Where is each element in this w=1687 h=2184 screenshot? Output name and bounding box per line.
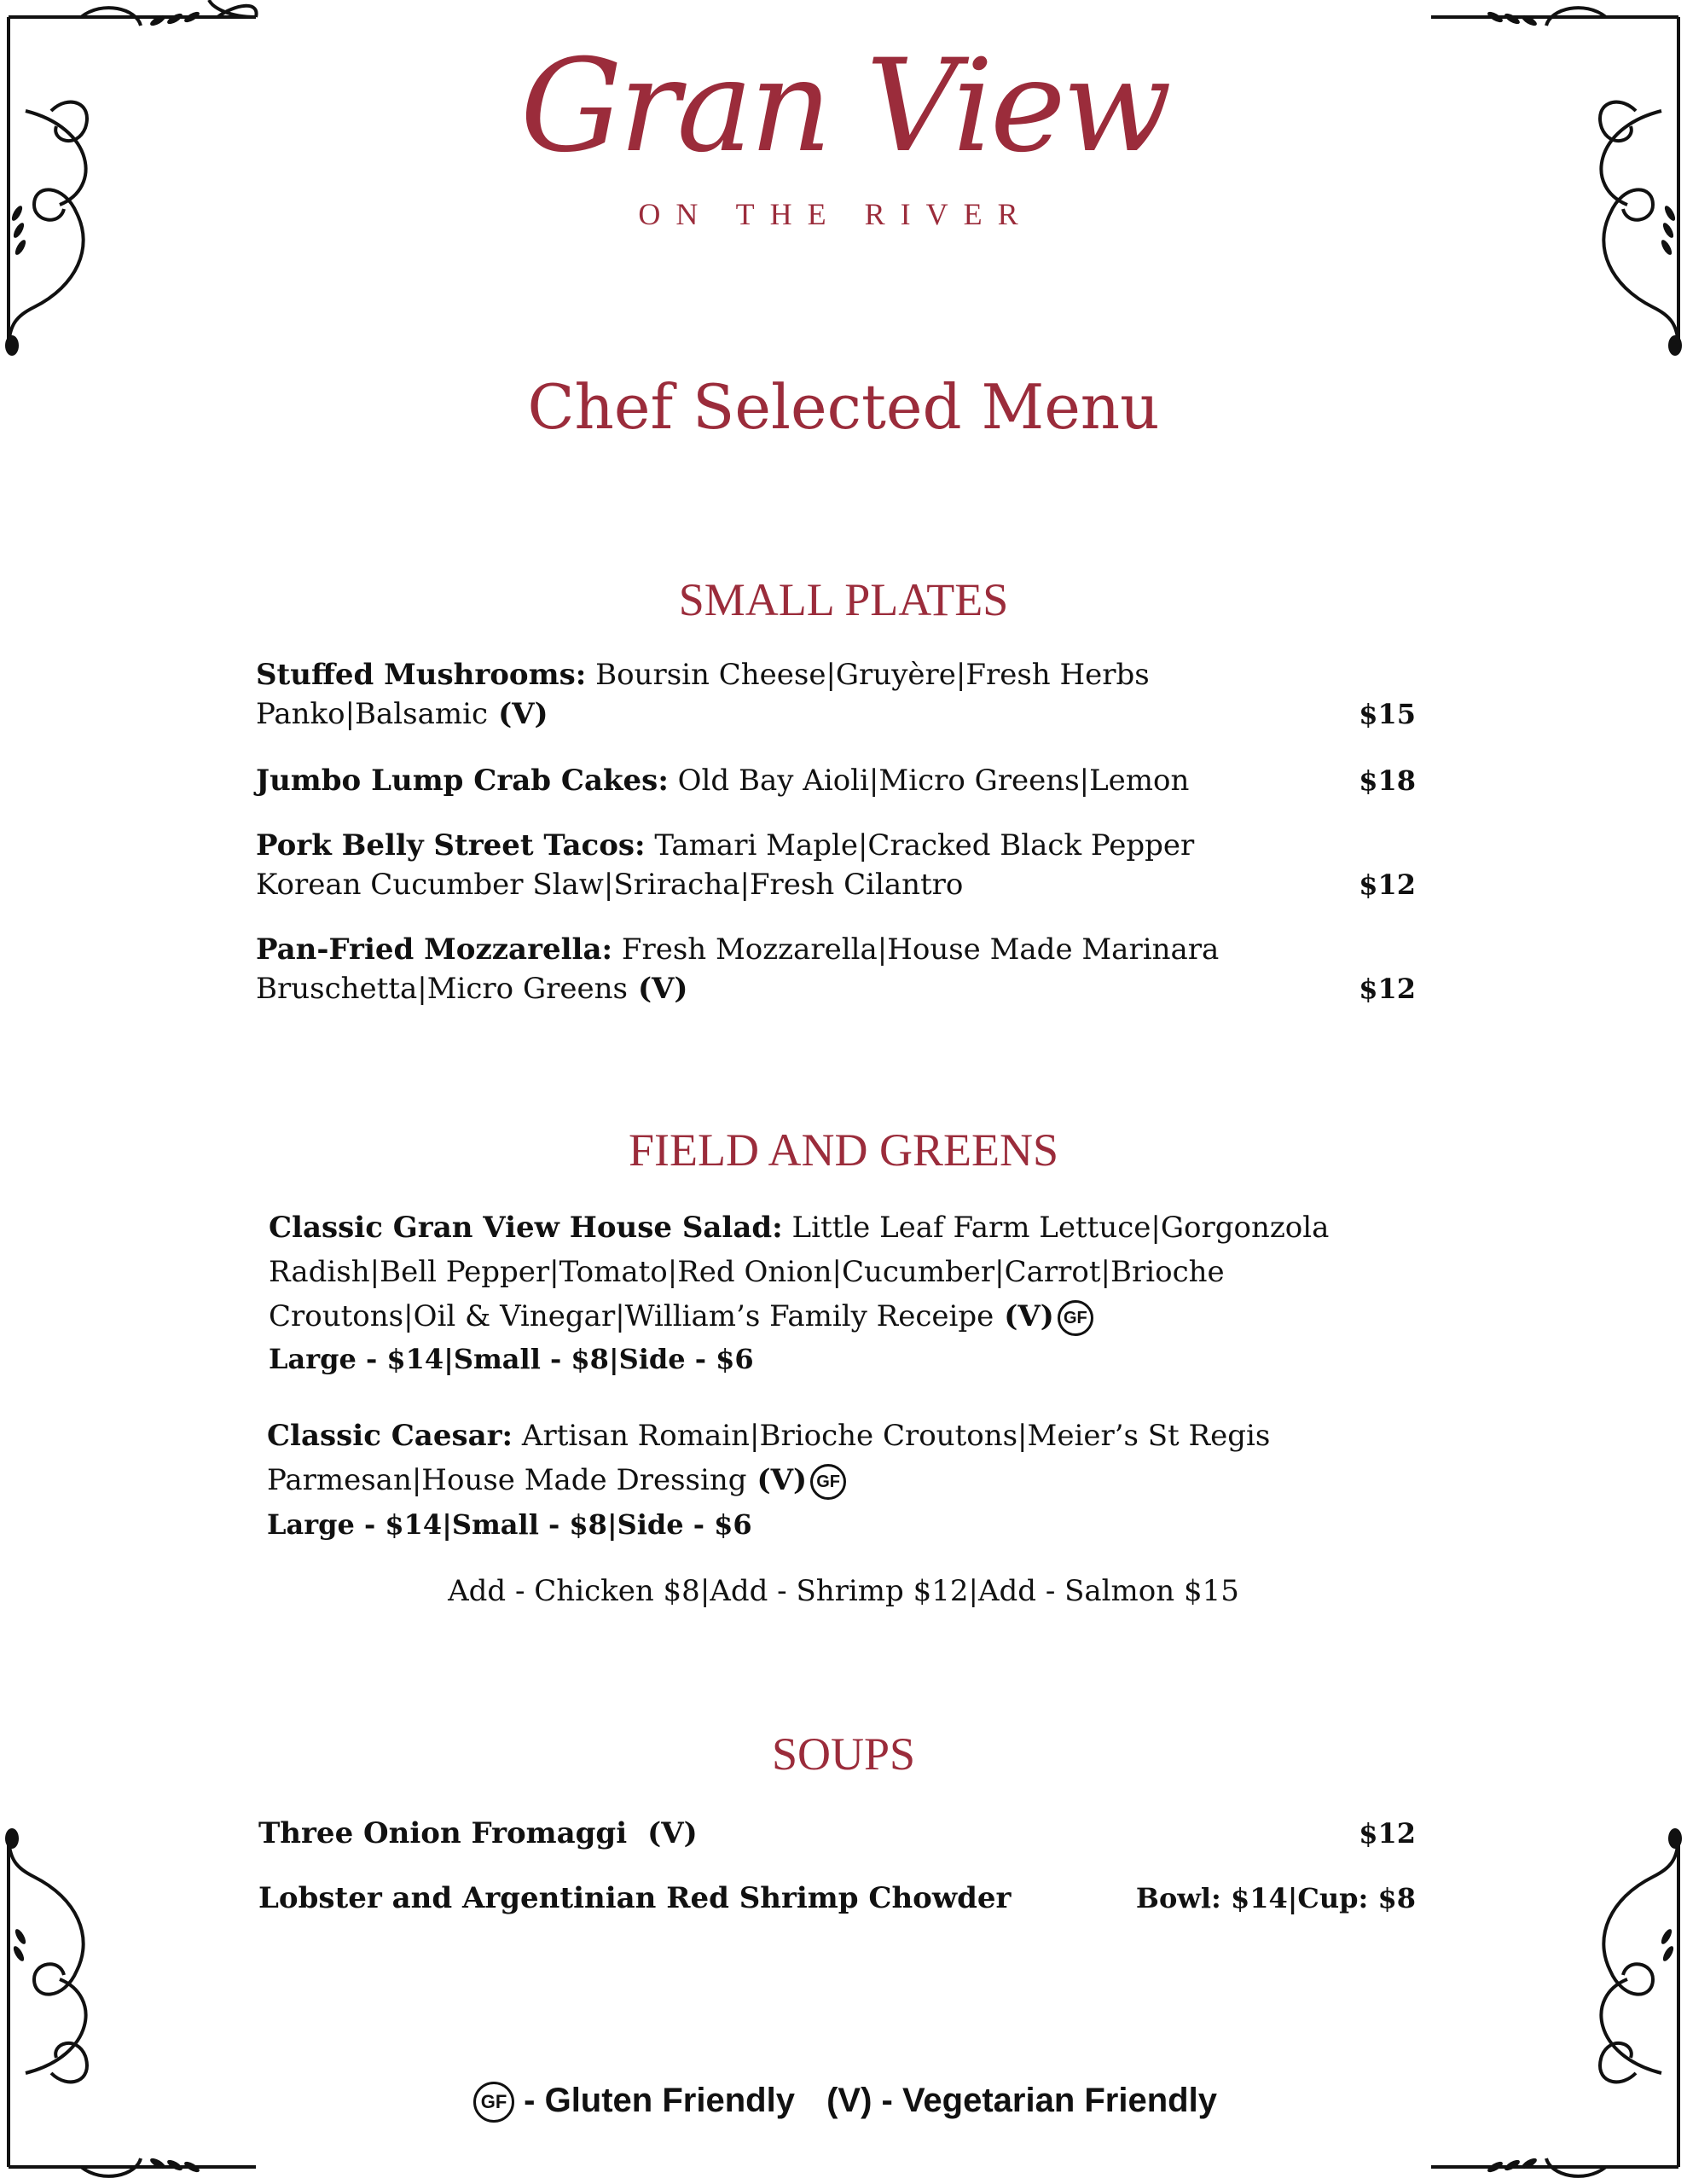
menu-item-three-onion-fromaggi	[258, 1814, 698, 1853]
item-description: Bruschetta|Micro Greens	[256, 972, 628, 1006]
menu-item-house-salad	[269, 1208, 1329, 1247]
flourish-icon	[0, 1817, 273, 2184]
section-heading-small-plates: SMALL PLATES	[678, 574, 1009, 625]
vegetarian-tag: (V)	[757, 1463, 808, 1497]
item-description: Korean Cucumber Slaw|Sriracha|Fresh Cilantro	[256, 868, 964, 902]
restaurant-logo	[478, 34, 1194, 239]
item-name: Jumbo Lump Crab Cakes:	[256, 764, 669, 798]
vegetarian-tag: (V)	[647, 1816, 698, 1850]
menu-item-lobster-shrimp-chowder	[258, 1879, 1011, 1918]
menu-item-description-line	[256, 865, 963, 904]
item-size-prices: Large - $14|Small - $8|Side - $6	[269, 1343, 754, 1375]
item-description: Parmesan|House Made Dressing	[267, 1463, 747, 1497]
menu-title: Chef Selected Menu	[527, 371, 1160, 443]
item-price: $12	[1359, 973, 1416, 1005]
corner-ornament-top-left	[0, 0, 273, 367]
menu-item-crab-cakes	[256, 761, 1189, 800]
item-description: Artisan Romain|Brioche Croutons|Meier’s St Regis	[513, 1419, 1271, 1453]
gluten-free-badge-icon: GF	[1058, 1300, 1093, 1336]
item-price: Bowl: $14|Cup: $8	[1135, 1882, 1416, 1914]
item-description: Fresh Mozzarella|House Made Marinara	[612, 932, 1220, 967]
salad-addons: Add - Chicken $8|Add - Shrimp $12|Add - Salmon $15	[448, 1574, 1239, 1608]
flourish-icon	[0, 0, 273, 367]
legend-v-label: (V)	[826, 2082, 872, 2119]
item-description: Panko|Balsamic	[256, 697, 489, 731]
section-heading-soups: SOUPS	[771, 1728, 916, 1780]
vegetarian-tag: (V)	[1004, 1299, 1054, 1333]
item-name: Three Onion Fromaggi	[258, 1816, 628, 1850]
logo-script-text: Gran View	[519, 32, 1169, 181]
menu-item-description-line	[269, 1297, 1093, 1336]
menu-item-stuffed-mushrooms	[256, 655, 1150, 694]
menu-item-description-line	[267, 1461, 846, 1500]
flourish-icon	[1414, 0, 1687, 367]
legend-gf-text: - Gluten Friendly	[514, 2082, 795, 2119]
gluten-free-badge-icon: GF	[810, 1464, 846, 1500]
menu-item-pork-belly-tacos	[256, 826, 1194, 865]
corner-ornament-bottom-right	[1414, 1817, 1687, 2184]
legend-v-text: - Vegetarian Friendly	[872, 2082, 1217, 2119]
section-heading-field-and-greens: FIELD AND GREENS	[628, 1124, 1058, 1176]
item-name: Pork Belly Street Tacos:	[256, 828, 646, 863]
item-description: Tamari Maple|Cracked Black Pepper	[645, 828, 1195, 863]
corner-ornament-top-right	[1414, 0, 1687, 367]
item-description: Old Bay Aioli|Micro Greens|Lemon	[668, 764, 1190, 798]
dietary-legend	[0, 2082, 1687, 2123]
vegetarian-tag: (V)	[637, 972, 688, 1006]
menu-item-description-line	[269, 1252, 1225, 1292]
item-price: $12	[1359, 1817, 1416, 1850]
item-description: Boursin Cheese|Gruyère|Fresh Herbs	[586, 658, 1150, 692]
menu-item-classic-caesar	[267, 1416, 1270, 1455]
vegetarian-tag: (V)	[498, 697, 548, 731]
flourish-icon	[1414, 1817, 1687, 2184]
item-price: $18	[1359, 764, 1416, 797]
logo-subtitle: ON THE RIVER	[638, 197, 1034, 231]
item-description: Radish|Bell Pepper|Tomato|Red Onion|Cucumber|Carrot|Brioche	[269, 1255, 1225, 1289]
gluten-free-badge-icon: GF	[473, 2082, 514, 2123]
item-name: Stuffed Mushrooms:	[256, 658, 587, 692]
menu-item-description-line	[256, 694, 548, 734]
menu-item-description-line	[256, 969, 688, 1008]
item-name: Pan-Fried Mozzarella:	[256, 932, 613, 967]
item-price: $15	[1359, 698, 1416, 730]
item-size-prices: Large - $14|Small - $8|Side - $6	[267, 1508, 752, 1541]
item-name: Classic Gran View House Salad:	[269, 1211, 783, 1245]
item-price: $12	[1359, 868, 1416, 901]
item-description: Little Leaf Farm Lettuce|Gorgonzola	[782, 1211, 1330, 1245]
item-name: Classic Caesar:	[267, 1419, 513, 1453]
corner-ornament-bottom-left	[0, 1817, 273, 2184]
item-description: Croutons|Oil & Vinegar|William’s Family Receipe	[269, 1299, 994, 1333]
menu-item-pan-fried-mozzarella	[256, 930, 1219, 969]
item-name: Lobster and Argentinian Red Shrimp Chowder	[258, 1881, 1012, 1915]
